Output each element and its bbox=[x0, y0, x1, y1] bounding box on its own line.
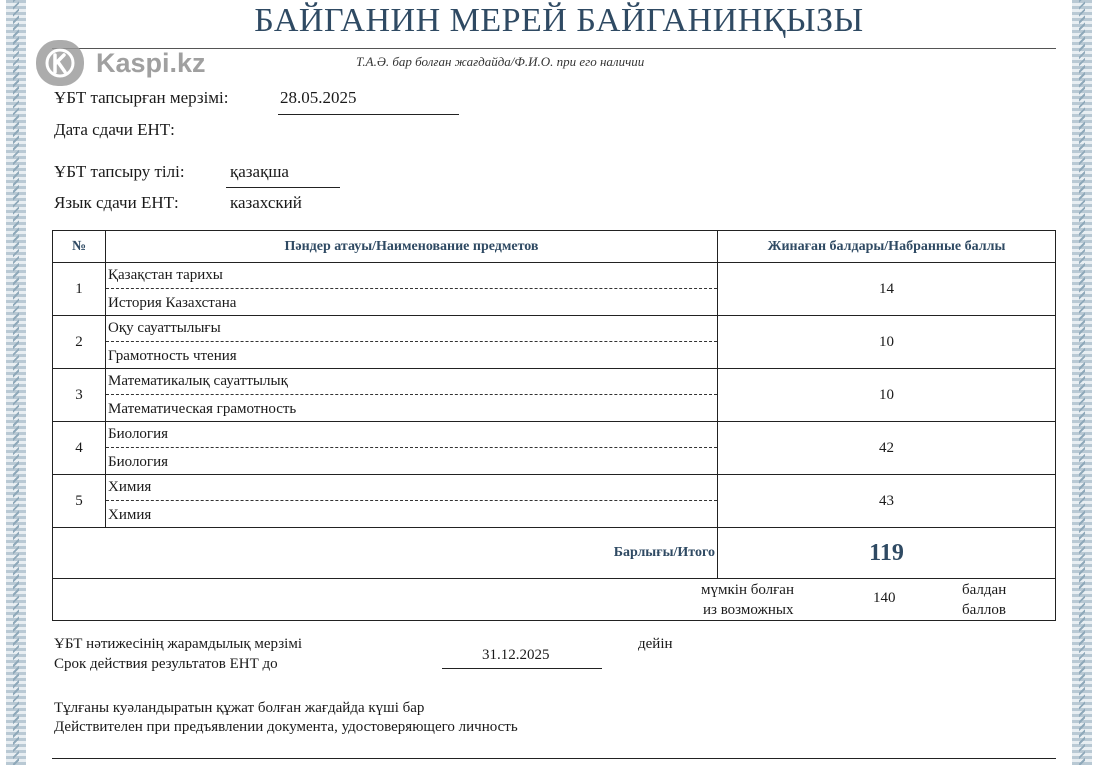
subject-name-kz: Математикалық сауаттылық bbox=[106, 369, 717, 395]
row-number: 4 bbox=[53, 422, 106, 475]
subject-score: 10 bbox=[718, 369, 1056, 422]
points-label-ru: баллов bbox=[962, 602, 1006, 618]
total-label: Барлығы/Итого bbox=[53, 528, 718, 579]
exam-lang-value-kz: қазақша bbox=[230, 162, 289, 181]
exam-date-label-ru: Дата сдачи ЕНТ: bbox=[54, 120, 175, 139]
grades-table bbox=[52, 230, 1056, 579]
bottom-rule bbox=[52, 758, 1056, 759]
table-header-row bbox=[53, 231, 1056, 263]
header-number: № bbox=[53, 231, 106, 263]
row-number: 1 bbox=[53, 263, 106, 316]
validity-date-underline bbox=[442, 668, 602, 669]
name-caption: Т.А.Ә. бар болған жағдайда/Ф.И.О. при его наличии bbox=[356, 54, 645, 69]
subject-name-kz: Химия bbox=[106, 475, 717, 501]
subject-name-ru: Химия bbox=[108, 507, 152, 523]
exam-date-underline bbox=[278, 114, 459, 115]
validity-date: 31.12.2025 bbox=[482, 647, 550, 663]
subject-name-kz: Қазақстан тарихы bbox=[106, 263, 717, 289]
exam-lang-label-kz: ҰБТ тапсыру тілі: bbox=[54, 162, 185, 181]
row-number: 2 bbox=[53, 316, 106, 369]
possible-label-kz: мүмкін болған bbox=[701, 582, 794, 598]
subject-score: 10 bbox=[718, 316, 1056, 369]
kaspi-logo-icon bbox=[36, 40, 84, 86]
validity-suffix-kz: дейін bbox=[638, 636, 673, 652]
validity-label-kz: ҰБТ нәтижесінің жарамдылық мерзімі bbox=[54, 636, 302, 652]
exam-date-value: 28.05.2025 bbox=[280, 88, 357, 107]
exam-lang-underline bbox=[226, 187, 340, 188]
subject-name-ru: История Казахстана bbox=[108, 295, 237, 311]
subject-name-ru: Математическая грамотность bbox=[108, 401, 297, 417]
subject-score: 14 bbox=[718, 263, 1056, 316]
table-row bbox=[53, 369, 1056, 422]
subject-score: 42 bbox=[718, 422, 1056, 475]
subject-cell bbox=[106, 316, 718, 369]
exam-lang-value-ru: казахский bbox=[230, 193, 302, 212]
subject-name-kz: Оқу сауаттылығы bbox=[106, 316, 717, 342]
subject-cell bbox=[106, 475, 718, 528]
possible-points-row bbox=[52, 578, 1056, 621]
notice-kz: Тұлғаны куәландыратын құжат болған жағдайда күші бар bbox=[54, 700, 425, 716]
decorative-border-left bbox=[6, 0, 26, 765]
subject-name-ru: Грамотность чтения bbox=[108, 348, 237, 364]
subject-score: 43 bbox=[718, 475, 1056, 528]
row-number: 3 bbox=[53, 369, 106, 422]
kaspi-brand-text: Kaspi.kz bbox=[96, 47, 206, 78]
header-score: Жинаған балдары/Набранные баллы bbox=[718, 231, 1056, 263]
decorative-border-right bbox=[1072, 0, 1092, 765]
kaspi-watermark bbox=[36, 40, 206, 86]
subject-cell bbox=[106, 369, 718, 422]
total-row bbox=[53, 528, 1056, 579]
validity-label-ru: Срок действия результатов ЕНТ до bbox=[54, 656, 278, 672]
table-row bbox=[53, 316, 1056, 369]
row-number: 5 bbox=[53, 475, 106, 528]
subject-cell bbox=[106, 263, 718, 316]
table-row bbox=[53, 422, 1056, 475]
notice-ru: Действителен при предъявлении документа, удостоверяющего личность bbox=[54, 719, 518, 735]
total-value: 119 bbox=[718, 528, 1056, 579]
header-subject: Пәндер атауы/Наименование предметов bbox=[106, 231, 718, 263]
table-row bbox=[53, 263, 1056, 316]
possible-label-ru: из возможных bbox=[703, 602, 794, 618]
exam-date-label-kz: ҰБТ тапсырған мерзімі: bbox=[54, 88, 229, 107]
subject-name-kz: Биология bbox=[106, 422, 717, 448]
points-label-kz: балдан bbox=[962, 582, 1007, 598]
subject-cell bbox=[106, 422, 718, 475]
full-name-title: БАЙГАНИН МЕРЕЙ БАЙГАНИНҚЫЗЫ bbox=[254, 2, 864, 39]
possible-value: 140 bbox=[873, 590, 896, 606]
exam-lang-label-ru: Язык сдачи ЕНТ: bbox=[54, 193, 179, 212]
table-row bbox=[53, 475, 1056, 528]
subject-name-ru: Биология bbox=[108, 454, 169, 470]
